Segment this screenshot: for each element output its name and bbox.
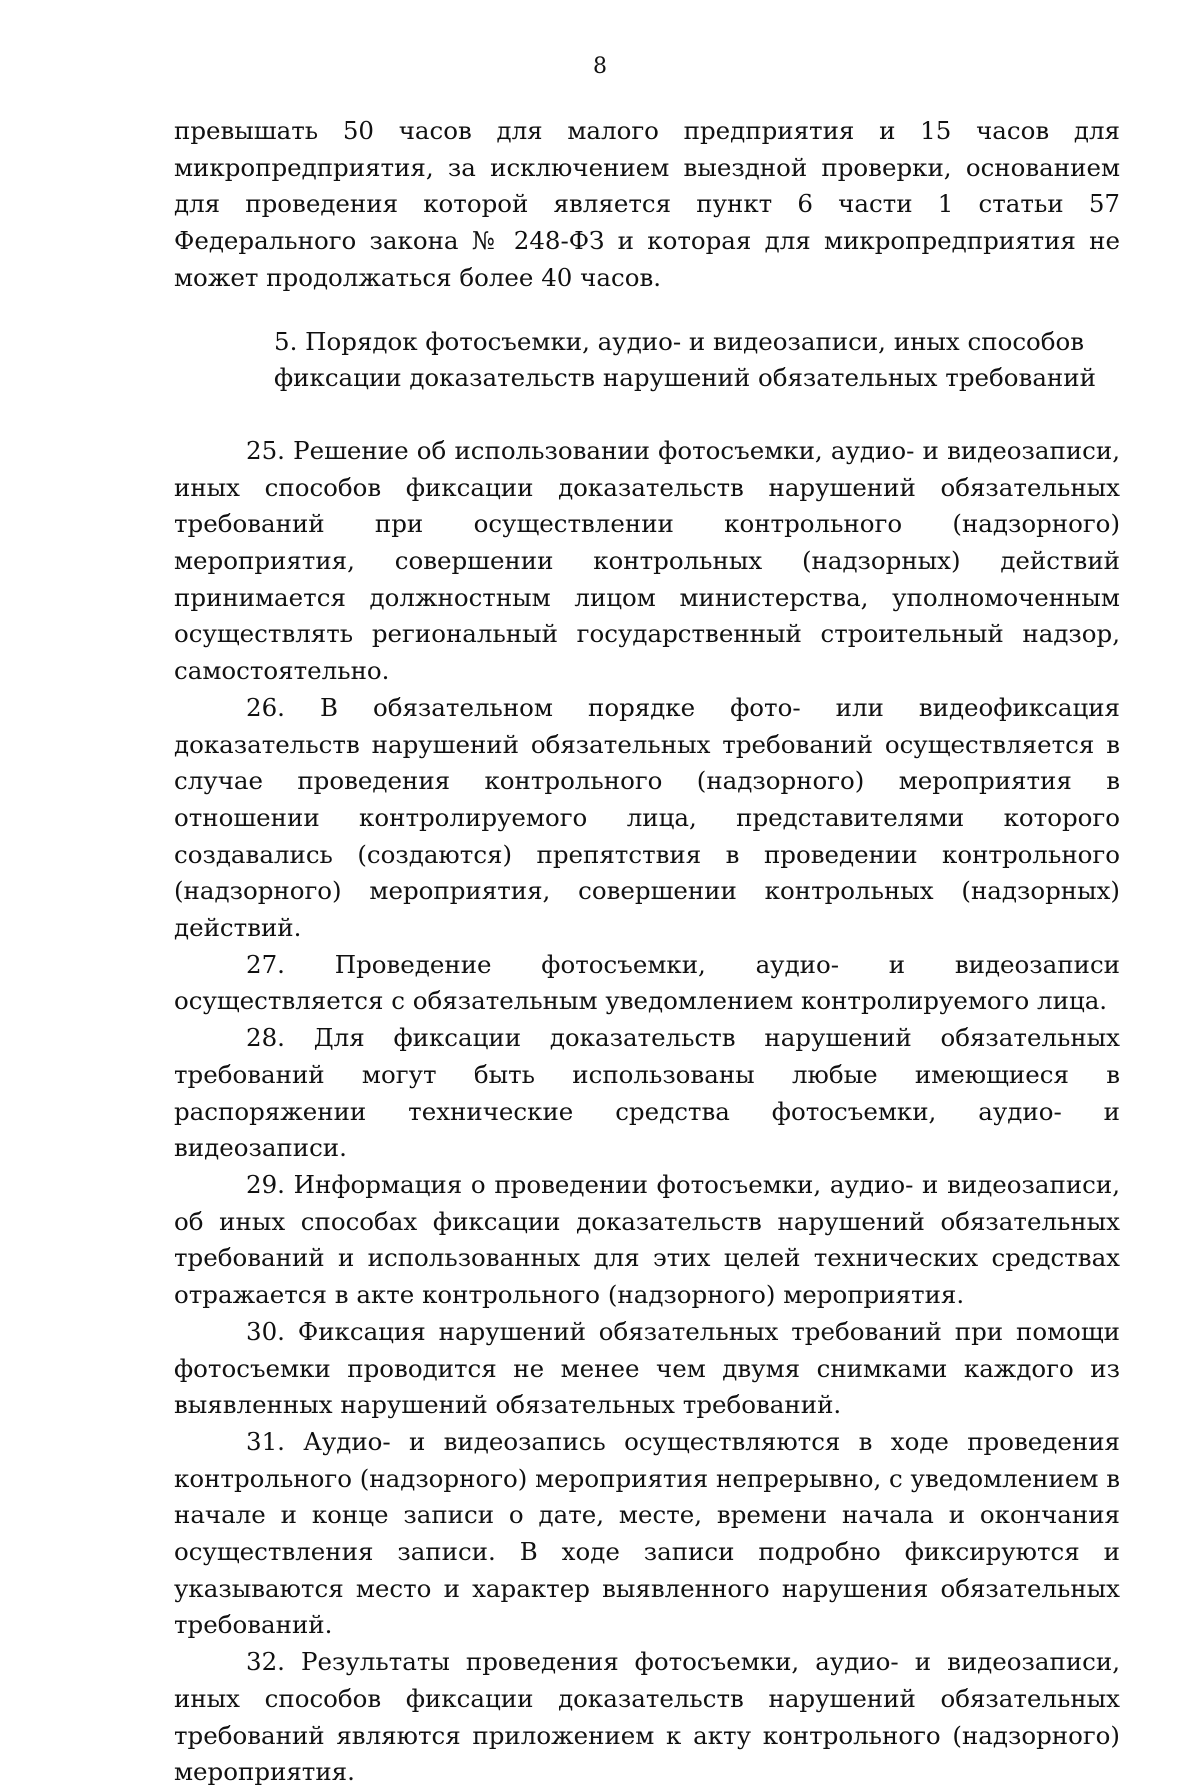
document-body [174,113,1120,1791]
paragraph-26: 26. В обязательном порядке фото- или видеофиксация доказательств нарушений обязательных требований осуществляется в случае проведения контрольного (надзорного) мероприятия в отношении контролируемого лица, представителями которого создавались (создаются) препятствия в проведении контрольного (надзорного) мероприятия, совершении контрольных (надзорных) действий. [174,692,1120,943]
paragraph-31: 31. Аудио- и видеозапись осуществляются в ходе проведения контрольного (надзорного) мероприятия непрерывно, с уведомлением в начале и конце записи о дате, месте, времени начала и окончания осуществления записи. В ходе записи подробно фиксируются и указываются место и характер выявленного нарушения обязательных требований. [174,1426,1120,1640]
paragraph-29: 29. Информация о проведении фотосъемки, аудио- и видеозаписи, об иных способах фиксации доказательств нарушений обязательных требований и использованных для этих целей технических средствах отражается в акте контрольного (надзорного) мероприятия. [174,1169,1120,1310]
section-heading-line-1: 5. Порядок фотосъемки, аудио- и видеозаписи, иных способов [274,326,1085,356]
paragraph-continuation: превышать 50 часов для малого предприятия и 15 часов для микропредприятия, за исключением выездной проверки, основанием для проведения которой является пункт 6 части 1 статьи 57 Федерального закона № 248-ФЗ и которая для микропредприятия не может продолжаться более 40 часов. [174,116,1120,292]
section-heading [174,324,1096,397]
paragraph-27: 27. Проведение фотосъемки, аудио- и видеозаписи осуществляется с обязательным уведомлением контролируемого лица. [174,949,1120,1016]
section-heading-line-2: фиксации доказательств нарушений обязательных требований [274,363,1096,393]
page-number: 8 [593,54,607,79]
paragraph-25: 25. Решение об использовании фотосъемки, аудио- и видеозаписи, иных способов фиксации доказательств нарушений обязательных требований при осуществлении контрольного (надзорного) мероприятия, совершении контрольных (надзорных) действий принимается должностным лицом министерства, уполномоченным осуществлять региональный государственный строительный надзор, самостоятельно. [174,435,1120,686]
paragraph-30: 30. Фиксация нарушений обязательных требований при помощи фотосъемки проводится не менее чем двумя снимками каждого из выявленных нарушений обязательных требований. [174,1316,1120,1420]
paragraph-32: 32. Результаты проведения фотосъемки, аудио- и видеозаписи, иных способов фиксации доказательств нарушений обязательных требований являются приложением к акту контрольного (надзорного) мероприятия. [174,1647,1120,1787]
paragraph-28: 28. Для фиксации доказательств нарушений обязательных требований могут быть использованы любые имеющиеся в распоряжении технические средства фотосъемки, аудио- и видеозаписи. [174,1023,1120,1163]
